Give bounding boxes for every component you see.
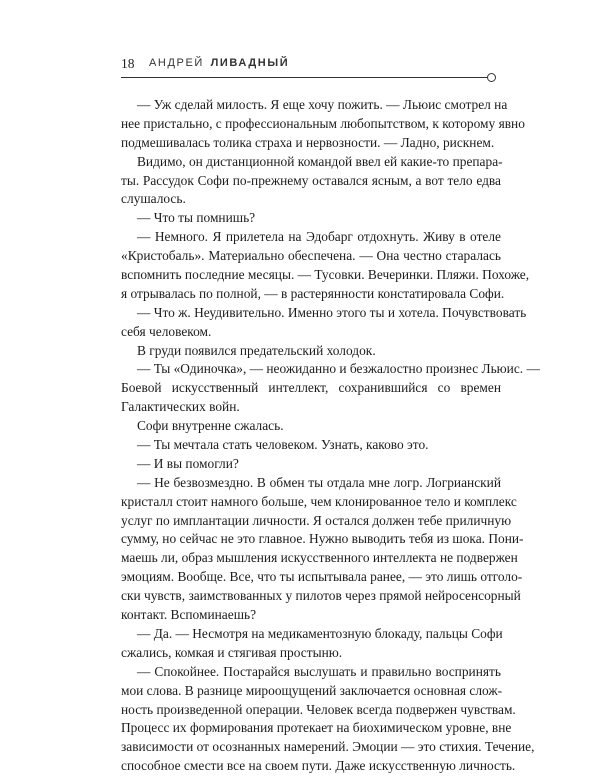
text-line: — Уж сделай милость. Я еще хочу пожить. — Льюис смотрел на [137, 97, 508, 112]
text-line: контакт. Вспоминаешь? [121, 607, 257, 623]
text-line: — Что ты помнишь? [137, 210, 256, 226]
text-line: нее пристально, с профессиональным любопытством, к которому явно [121, 115, 525, 131]
text-line: Видимо, он дистанционной командой ввел ей какие-то препара- [137, 153, 503, 169]
author-name [149, 57, 289, 69]
running-header [121, 56, 501, 78]
text-line: ты. Рассудок Софи по-прежнему оставался ясным, а вот тело едва [121, 172, 501, 188]
text-line: — Ты «Одиночка», — неожиданно и безжалостно произнес Льюис. — [137, 361, 540, 377]
text-line: ски чувств, заимствованных у пилотов через прямой нейросенсорный [121, 588, 521, 604]
text-line: подмешивалась толика страха и нервозности. — Ладно, рискнем. [121, 134, 495, 150]
text-line: мои слова. В разнице мироощущений заключается основная слож- [121, 682, 503, 698]
text-line: сжались, комкая и стягивая простыню. [121, 644, 343, 660]
text-line: В груди появился предательский холодок. [137, 342, 376, 358]
text-line: зависимости от осознанных намерений. Эмоции — это стихия. Течение, [121, 739, 535, 755]
text-line: Софи внутренне сжалась. [137, 418, 284, 434]
text-line: себя человеком. [121, 323, 212, 339]
text-line: вспомнить последние месяцы. — Тусовки. Вечеринки. Пляжи. Похоже, [121, 267, 530, 283]
author-first-name: АНДРЕЙ [149, 57, 204, 69]
text-line: — Что ж. Неудивительно. Именно этого ты и хотела. Почувствовать [137, 304, 527, 320]
text-line: ность произведенной операции. Человек всегда подвержен чувствам. [121, 701, 516, 717]
text-line: я отрывалась по полной, — в растерянности констатировала Софи. [121, 285, 505, 301]
text-line: сумму, но сейчас не это главное. Нужно выводить тебя из шока. Пони- [121, 531, 524, 547]
text-line: — Немного. Я прилетела на Эдобарг отдохнуть. Живу в отеле [137, 229, 501, 245]
text-line: — Да. — Несмотря на медикаментозную блокаду, пальцы Софи [137, 625, 503, 641]
text-line: услуг по имплантации личности. Я остался должен тебе приличную [121, 512, 512, 528]
body-text [121, 96, 540, 776]
text-line: кристалл стоит намного больше, чем клонированное тело и комплекс [121, 493, 517, 509]
text-line: способное смести все на своем пути. Даже искусственную личность. [121, 758, 516, 774]
text-line: — Ты мечтала стать человеком. Узнать, каково это. [137, 437, 429, 453]
header-rule [121, 77, 487, 78]
text-line: слушалось. [121, 191, 186, 207]
text-line: — Не безвозмездно. В обмен ты отдала мне логр. Логрианский [137, 474, 501, 490]
text-line: Галактических войн. [121, 399, 240, 415]
text-line: «Кристобаль». Материально обеспечена. — Она честно старалась [121, 248, 501, 264]
page-number: 18 [121, 56, 135, 71]
text-line: — И вы помогли? [137, 455, 239, 471]
text-line: — Спокойнее. Постарайся выслушать и правильно воспринять [137, 663, 501, 679]
text-line: Процесс их формирования протекает на биохимическом уровне, вне [121, 720, 512, 736]
author-last-name: ЛИВАДНЫЙ [210, 57, 290, 69]
header-rule-end-circle [487, 73, 496, 82]
text-line: эмоциям. Вообще. Все, что ты испытывала ранее, — это лишь отголо- [121, 569, 523, 585]
text-line: маешь ли, образ мышления искусственного интеллекта не подвержен [121, 550, 518, 566]
text-line: Боевой искусственный интеллект, сохранившийся со времен [121, 380, 501, 396]
